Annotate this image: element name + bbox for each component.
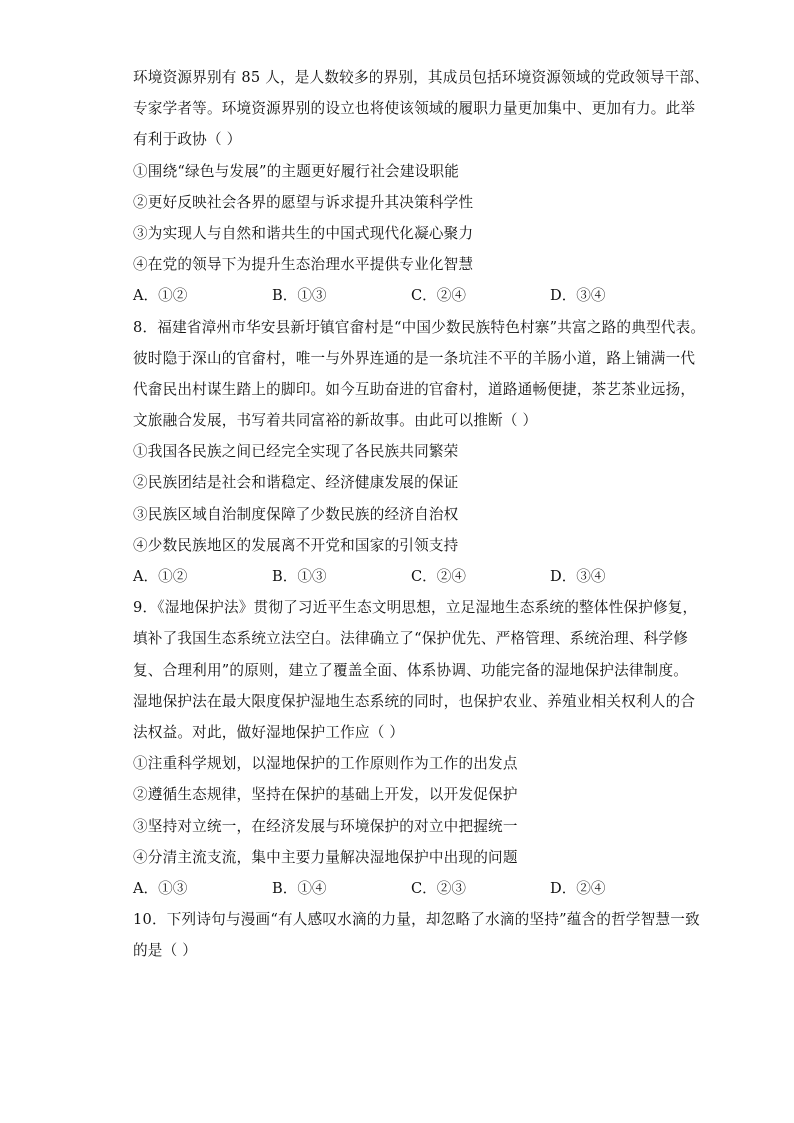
q9-choice-b: B．①④ xyxy=(272,879,327,897)
q7-stem-line-1: 环境资源界别有 85 人，是人数较多的界别，其成员包括环境资源领域的党政领导干部、 xyxy=(133,69,710,86)
q9-choice-a: A．①③ xyxy=(133,879,188,897)
page-content xyxy=(133,62,710,966)
q8-stem-line-1: 8．福建省漳州市华安县新圩镇官畲村是“中国少数民族特色村寨”共富之路的典型代表。 xyxy=(133,318,706,336)
q7-choice-a: A．①② xyxy=(133,287,188,305)
q9-option-2: ②遵循生态规律，坚持在保护的基础上开发，以开发促保护 xyxy=(133,786,518,804)
q10-stem-line-1: 10．下列诗句与漫画“有人感叹水滴的力量，却忽略了水滴的坚持”蕴含的哲学智慧一致 xyxy=(133,911,700,929)
q9-choice-d: D．②④ xyxy=(550,879,606,897)
q9-choice-c: C．②③ xyxy=(411,879,466,897)
q9-option-1: ①注重科学规划，以湿地保护的工作原则作为工作的出发点 xyxy=(133,755,518,773)
q7-stem-line-3: 有利于政协（ ） xyxy=(133,131,242,149)
q8-option-1: ①我国各民族之间已经完全实现了各民族共同繁荣 xyxy=(133,443,459,461)
q9-stem-line-4: 湿地保护法在最大限度保护湿地生态系统的同时，也保护农业、养殖业相关权利人的合 xyxy=(133,692,696,710)
q8-option-2: ②民族团结是社会和谐稳定、经济健康发展的保证 xyxy=(133,474,459,492)
q8-choice-a: A．①② xyxy=(133,568,188,585)
q8-choices xyxy=(133,561,673,592)
q9-choices xyxy=(133,873,673,904)
question-9 xyxy=(133,592,698,904)
q9-option-3: ③坚持对立统一，在经济发展与环境保护的对立中把握统一 xyxy=(133,817,518,835)
q7-option-3: ③为实现人与自然和谐共生的中国式现代化凝心聚力 xyxy=(133,224,474,242)
question-8 xyxy=(133,312,706,593)
q7-stem-line-2: 专家学者等。环境资源界别的设立也将使该领域的履职力量更加集中、更加有力。此举 xyxy=(133,100,696,118)
q10-stem-line-2: 的是（ ） xyxy=(133,942,198,960)
q7-option-2: ②更好反映社会各界的愿望与诉求提升其决策科学性 xyxy=(133,193,474,211)
q7-option-4: ④在党的领导下为提升生态治理水平提供专业化智慧 xyxy=(133,256,474,274)
q7-choices xyxy=(133,280,673,311)
q9-stem-line-1: 9．《湿地保护法》贯彻了习近平生态文明思想，立足湿地生态系统的整体性保护修复， xyxy=(133,599,698,617)
q8-stem-line-3: 代畲民出村谋生踏上的脚印。如今互助奋进的官畲村，道路通畅便捷，茶艺茶业远扬， xyxy=(133,380,696,398)
q9-stem-line-2: 填补了我国生态系统立法空白。法律确立了“保护优先、严格管理、系统治理、科学修 xyxy=(133,630,689,648)
q8-option-3: ③民族区域自治制度保障了少数民族的经济自治权 xyxy=(133,505,459,523)
q7-choice-b: B．①③ xyxy=(272,287,327,305)
q8-choice-c: C．②④ xyxy=(411,568,466,585)
q8-choice-d: D．③④ xyxy=(550,568,606,585)
q9-stem-line-5: 法权益。对此，做好湿地保护工作应（ ） xyxy=(133,723,405,741)
q8-stem-line-4: 文旅融合发展，书写着共同富裕的新故事。由此可以推断（ ） xyxy=(133,412,538,430)
q7-option-1: ①围绕“绿色与发展”的主题更好履行社会建设职能 xyxy=(133,162,459,180)
q8-stem-line-2: 彼时隐于深山的官畲村，唯一与外界连通的是一条坑洼不平的羊肠小道，路上铺满一代 xyxy=(133,349,696,367)
q7-choice-d: D．③④ xyxy=(550,287,606,305)
q9-option-4: ④分清主流支流，集中主要力量解决湿地保护中出现的问题 xyxy=(133,848,518,866)
question-7 xyxy=(133,62,710,312)
q9-stem-line-3: 复、合理利用”的原则，建立了覆盖全面、体系协调、功能完备的湿地保护法律制度。 xyxy=(133,661,689,679)
q8-option-4: ④少数民族地区的发展离不开党和国家的引领支持 xyxy=(133,536,459,554)
q8-choice-b: B．①③ xyxy=(272,568,327,585)
q7-choice-c: C．②④ xyxy=(411,287,466,305)
question-10 xyxy=(133,904,700,966)
